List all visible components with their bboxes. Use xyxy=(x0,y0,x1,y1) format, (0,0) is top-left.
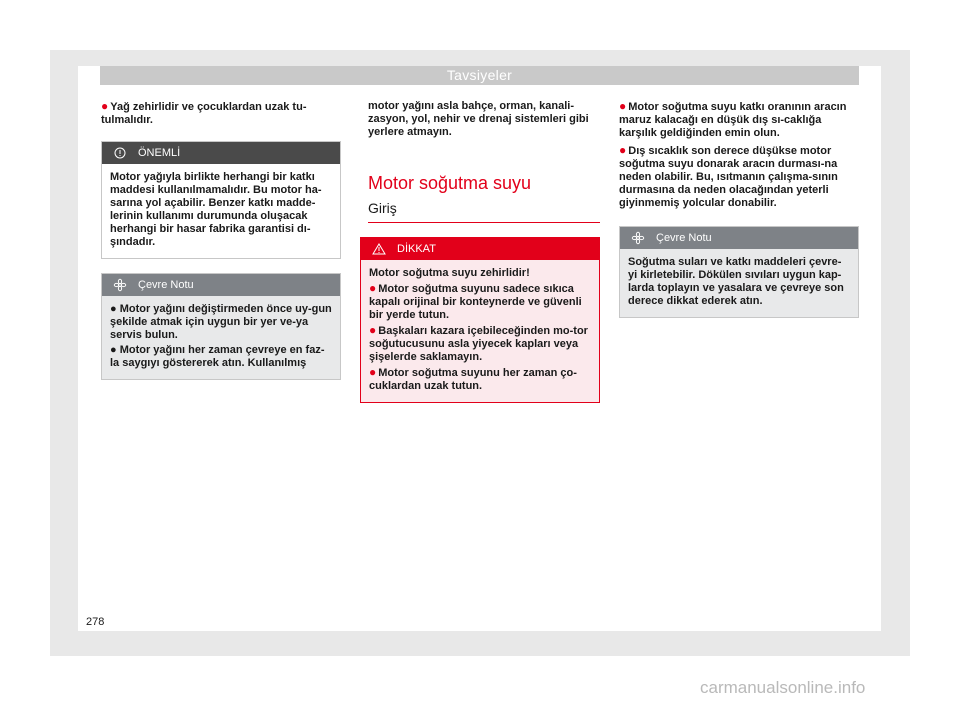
list-item: ● Motor soğutma suyunu her zaman ço-cuklardan uzak tutun. xyxy=(369,365,577,392)
continuation-paragraph: motor yağını asla bahçe, orman, kanali-zasyon, yol, nehir ve drenaj sistemleri gibi yerlere atmayın. xyxy=(368,100,589,138)
eco-note-box xyxy=(619,226,859,318)
eco-note-title: Çevre Notu xyxy=(138,279,194,291)
eco-note-body xyxy=(102,296,340,379)
page-header: Tavsiyeler xyxy=(100,66,859,85)
bullet-icon: ● xyxy=(101,99,109,113)
list-item: ● Başkaları kazara içebileceğinden mo-tor soğutucusunu asla yiyecek kapları veya şişelerde saklamayın. xyxy=(369,323,588,363)
bullet-icon: ● xyxy=(369,281,377,295)
notice-header xyxy=(102,142,340,164)
eco-note-box xyxy=(101,273,341,380)
notice-text: Motor yağıyla birlikte herhangi bir katkı maddesi kullanılmamalıdır. Bu motor ha-sarına yol açabilir. Benzer katkı madde-lerinin kullanımı durumunda oluşacak herhangi bir hasar fabrika garantisi dı-şındadır. xyxy=(110,171,322,248)
list-item: ● Motor soğutma suyunu sadece sıkıca kapalı orijinal bir konteynerde ve güvenli bir yerde tutun. xyxy=(369,281,582,321)
bullet-icon: ● xyxy=(369,323,377,337)
danger-lead: Motor soğutma suyu zehirlidir! xyxy=(369,267,530,279)
watermark: carmanualsonline.info xyxy=(700,678,866,697)
section-title: Motor soğutma suyu xyxy=(368,173,532,193)
subsection-title: Giriş xyxy=(368,200,600,223)
info-circle-icon xyxy=(112,147,128,159)
bullet-icon: ● xyxy=(619,99,627,113)
warning-triangle-icon xyxy=(371,243,387,255)
bullet-icon: ● xyxy=(110,344,120,356)
bullet-icon: ● xyxy=(369,365,377,379)
list-item: ● Motor soğutma suyu katkı oranının aracın maruz kalacağı en düşük dış sı-caklığa karşılık geldiğinden emin olun. xyxy=(619,99,847,139)
flower-icon xyxy=(112,278,128,292)
danger-body xyxy=(361,260,599,402)
bullet-icon: ● xyxy=(110,303,120,315)
column-3 xyxy=(619,100,859,318)
danger-header xyxy=(361,238,599,260)
list-item: ● Motor yağını değiştirmeden önce uy-gun şekilde atmak için uygun bir yer ve-ya servis bulun. xyxy=(110,303,332,341)
eco-note-header xyxy=(102,274,340,296)
eco-note-text: Soğutma suları ve katkı maddeleri çevre-yi kirletebilir. Dökülen sıvıları uygun kap-larda toplayın ve yasalara ve çevreye son derece dikkat ederek atın. xyxy=(628,256,844,307)
intro-paragraph: ● Yağ zehirlidir ve çocuklardan uzak tu-tulmalıdır. xyxy=(101,99,307,126)
column-2 xyxy=(360,100,600,403)
notice-body xyxy=(102,164,340,258)
bullet-icon: ● xyxy=(619,143,627,157)
danger-title: DİKKAT xyxy=(397,243,436,255)
list-item: ● Motor yağını her zaman çevreye en faz-la saygıyı göstererek atın. Kullanılmış xyxy=(110,344,325,369)
eco-note-header xyxy=(620,227,858,249)
flower-icon xyxy=(630,231,646,245)
list-item: ● Dış sıcaklık son derece düşükse motor soğutma suyu donarak aracın durması-na neden olabilir. Bu, ısıtmanın çalışma-sının durmasına da neden olacağından yeterli giyinmemiş yolcular donabilir. xyxy=(619,143,838,209)
eco-note-body xyxy=(620,249,858,317)
danger-box xyxy=(360,237,600,403)
column-1 xyxy=(101,100,341,380)
eco-note-title: Çevre Notu xyxy=(656,232,712,244)
notice-box xyxy=(101,141,341,259)
page-number: 278 xyxy=(86,616,105,628)
notice-title: ÖNEMLİ xyxy=(138,147,181,159)
